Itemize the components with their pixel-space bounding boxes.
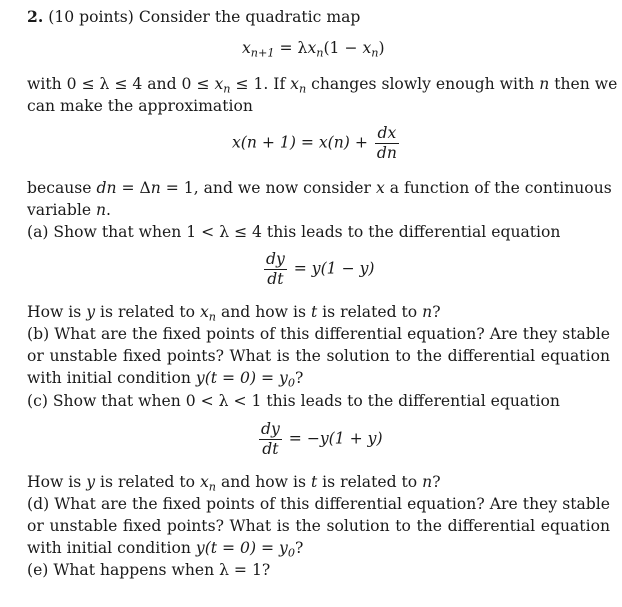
part-c-equation: $\frac{dy}{dt}$ = −y(1 + y)	[261, 420, 383, 458]
problem-header	[27, 6, 610, 28]
conditions-line-2: can make the approximation	[27, 97, 253, 115]
conditions-line: with 0 ≤ λ ≤ 4 and $0 \le x_n \le 1$. If $x_n$ changes slowly enough with n then we	[27, 75, 618, 96]
part-b-line-3: with initial condition $y(t = 0) = y_0$?	[27, 369, 304, 390]
map-equation: $x_{n+1} = \lambda x_n(1 - x_n)$	[242, 39, 385, 60]
part-d-line-1: (d) What are the fixed points of this differential equation? Are they stable	[27, 495, 610, 513]
because-line-2: variable n.	[27, 201, 112, 219]
part-e-text: (e) What happens when λ = 1?	[27, 561, 271, 579]
part-b-line-1: (b) What are the fixed points of this differential equation? Are they stable	[27, 325, 610, 343]
because-line: because dn = Δn = 1, and we now consider x a function of the continuous	[27, 179, 612, 197]
part-a-text: (a) Show that when 1 < λ ≤ 4 this leads to the differential equation	[27, 223, 561, 241]
problem-intro: Consider the quadratic map	[138, 8, 361, 26]
problem-number: 2.	[27, 7, 44, 26]
part-c-text: (c) Show that when 0 < λ < 1 this leads to the differential equation	[27, 392, 560, 410]
part-d-line-3: with initial condition $y(t = 0) = y_0$?	[27, 539, 304, 560]
problem-points: (10 points)	[48, 8, 134, 26]
approx-equation: x(n + 1) = x(n) + $\frac{dx}{dn}$	[232, 124, 397, 162]
part-c-question: How is y is related to $x_n$ and how is t is related to n?	[27, 473, 441, 494]
part-a-equation: $\frac{dy}{dt}$ = y(1 − y)	[266, 250, 375, 288]
part-a-question: How is y is related to $x_n$ and how is t is related to n?	[27, 303, 441, 324]
part-b-line-2: or unstable fixed points? What is the solution to the differential equation	[27, 347, 610, 365]
part-d-line-2: or unstable fixed points? What is the solution to the differential equation	[27, 517, 610, 535]
